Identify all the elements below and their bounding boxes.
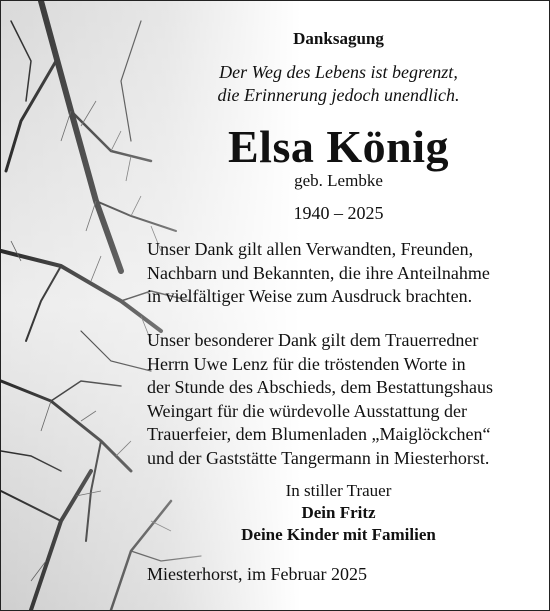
signoff-name: Deine Kinder mit Familien <box>241 525 436 544</box>
paragraph-line: Nachbarn und Bekannten, die ihre Anteilnahme <box>147 262 490 283</box>
paragraph-line: in vielfältiger Weise zum Ausdruck brachten. <box>147 286 473 306</box>
motto-line: die Erinnerung jedoch unendlich. <box>217 85 460 105</box>
paragraph-line: Trauerfeier, dem Blumenladen „Maiglöckchen“ <box>147 424 491 444</box>
life-dates: 1940 – 2025 <box>293 203 384 223</box>
paragraph-line: Weingart für die würdevolle Ausstattung der <box>147 400 467 421</box>
paragraph-line: und der Gaststätte Tangermann in Miesterhorst. <box>147 447 490 468</box>
paragraph-line: Herrn Uwe Lenz für die tröstenden Worte in <box>147 353 466 374</box>
heading: Danksagung <box>293 29 384 48</box>
thanks-paragraph-1 <box>147 238 537 309</box>
obituary-content <box>1 1 549 610</box>
motto-line: Der Weg des Lebens ist begrenzt, <box>219 62 458 82</box>
motto <box>141 61 536 107</box>
paragraph-line: Unser Dank gilt allen Verwandten, Freunden, <box>147 239 474 259</box>
deceased-name: Elsa König <box>227 121 449 172</box>
paragraph-line: der Stunde des Abschieds, dem Bestattungshaus <box>147 377 493 397</box>
paragraph-line: Unser besonderer Dank gilt dem Trauerredner <box>147 330 479 350</box>
signoff-name: Dein Fritz <box>301 503 376 522</box>
thanks-paragraph-2 <box>147 329 537 470</box>
birth-name: geb. Lembke <box>294 171 383 190</box>
signoff-intro: In stiller Trauer <box>285 481 392 500</box>
place-date: Miesterhorst, im Februar 2025 <box>147 564 367 584</box>
signoff <box>141 480 536 546</box>
